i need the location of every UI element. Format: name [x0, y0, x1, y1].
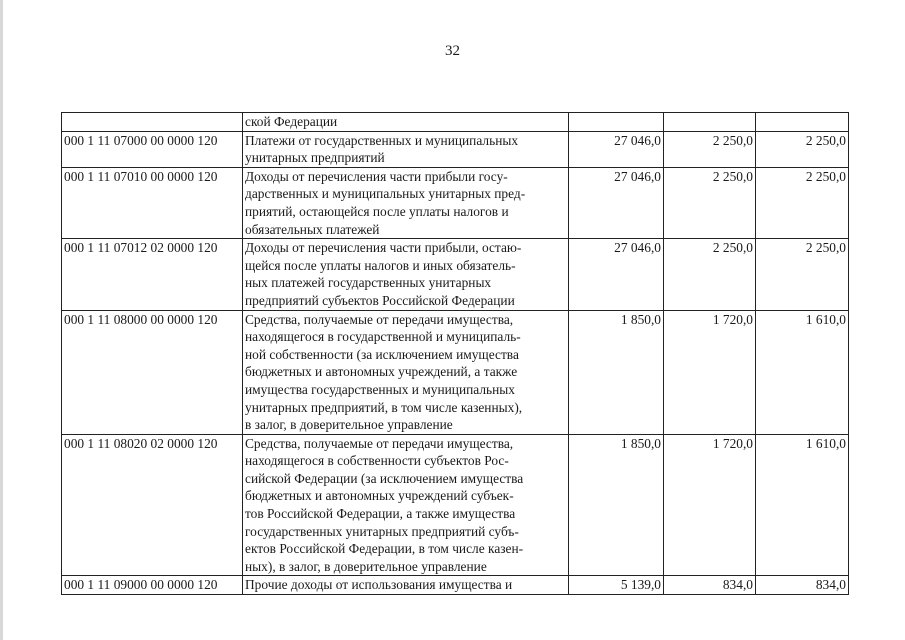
budget-table [61, 112, 849, 595]
page-number: 32 [445, 43, 460, 59]
page-left-edge [0, 0, 3, 640]
amount-cell-3: 1 610,0 [756, 310, 849, 434]
amount-cell-1: 5 139,0 [569, 576, 664, 595]
description-cell [243, 113, 569, 132]
amount-cell-2: 2 250,0 [664, 167, 756, 238]
description-line: ской Федерации [245, 114, 338, 129]
budget-code-cell: 000 1 11 07010 00 0000 120 [62, 167, 243, 238]
description-cell [243, 131, 569, 167]
description-line: бюджетных и автономных учреждений субъек- [245, 488, 514, 504]
description-line: щейся после уплаты налогов и иных обязатель- [245, 257, 516, 273]
description-line: сийской Федерации (за исключением имущества [245, 470, 524, 486]
description-cell [243, 167, 569, 238]
description-line: обязательных платежей [245, 221, 380, 237]
amount-cell-3: 2 250,0 [756, 167, 849, 238]
budget-code-cell [62, 113, 243, 132]
amount-cell-2: 834,0 [664, 576, 756, 595]
amount-cell-3 [756, 113, 849, 132]
description-cell [243, 310, 569, 434]
amount-cell-2: 2 250,0 [664, 131, 756, 167]
description-line: ных), в залог, в доверительное управление [245, 558, 487, 574]
table-row [62, 167, 849, 238]
amount-cell-1 [569, 113, 664, 132]
description-line: имущества государственных и муниципальных [245, 381, 515, 397]
description-cell [243, 576, 569, 595]
description-line: государственных унитарных предприятий субъ- [245, 523, 519, 539]
amount-cell-1: 1 850,0 [569, 310, 664, 434]
table-row [62, 113, 849, 132]
description-cell [243, 434, 569, 576]
amount-cell-3: 2 250,0 [756, 239, 849, 310]
description-line: Средства, получаемые от передачи имущества, [245, 435, 514, 451]
description-line: Платежи от государственных и муниципальных [245, 132, 519, 148]
table-row [62, 434, 849, 576]
description-line: ной собственности (за исключением имущества [245, 346, 519, 362]
table-row [62, 576, 849, 595]
amount-cell-1: 27 046,0 [569, 239, 664, 310]
table-row [62, 131, 849, 167]
budget-code-cell: 000 1 11 09000 00 0000 120 [62, 576, 243, 595]
description-line: ектов Российской Федерации, в том числе казен- [245, 541, 524, 557]
description-line: Прочие доходы от использования имущества и [245, 577, 513, 593]
description-cell [243, 239, 569, 310]
amount-cell-3: 834,0 [756, 576, 849, 595]
description-line: находящегося в государственной и муниципаль- [245, 329, 521, 345]
budget-table-body [62, 113, 849, 595]
description-line: тов Российской Федерации, а также имущества [245, 506, 516, 522]
description-line: находящегося в собственности субъектов Рос- [245, 453, 509, 469]
description-line: дарственных и муниципальных унитарных пред- [245, 186, 526, 202]
amount-cell-2: 1 720,0 [664, 310, 756, 434]
amount-cell-2: 2 250,0 [664, 239, 756, 310]
description-line: Средства, получаемые от передачи имущества, [245, 311, 514, 327]
description-line: Доходы от перечисления части прибыли, остаю- [245, 240, 522, 256]
budget-code-cell: 000 1 11 07012 02 0000 120 [62, 239, 243, 310]
amount-cell-1: 27 046,0 [569, 167, 664, 238]
description-line: приятий, остающейся после уплаты налогов и [245, 203, 509, 219]
budget-code-cell: 000 1 11 07000 00 0000 120 [62, 131, 243, 167]
table-row [62, 310, 849, 434]
description-line: в залог, в доверительное управление [245, 417, 453, 433]
budget-code-cell: 000 1 11 08000 00 0000 120 [62, 310, 243, 434]
description-line: унитарных предприятий [245, 150, 385, 166]
description-line: бюджетных и автономных учреждений, а также [245, 364, 518, 380]
table-row [62, 239, 849, 310]
amount-cell-1: 27 046,0 [569, 131, 664, 167]
budget-code-cell: 000 1 11 08020 02 0000 120 [62, 434, 243, 576]
amount-cell-1: 1 850,0 [569, 434, 664, 576]
description-line: Доходы от перечисления части прибыли госу- [245, 168, 508, 184]
amount-cell-2 [664, 113, 756, 132]
description-line: ных платежей государственных унитарных [245, 275, 492, 291]
description-line: унитарных предприятий, в том числе казенных), [245, 399, 523, 415]
amount-cell-3: 1 610,0 [756, 434, 849, 576]
description-line: предприятий субъектов Российской Федерации [245, 292, 515, 308]
amount-cell-2: 1 720,0 [664, 434, 756, 576]
amount-cell-3: 2 250,0 [756, 131, 849, 167]
